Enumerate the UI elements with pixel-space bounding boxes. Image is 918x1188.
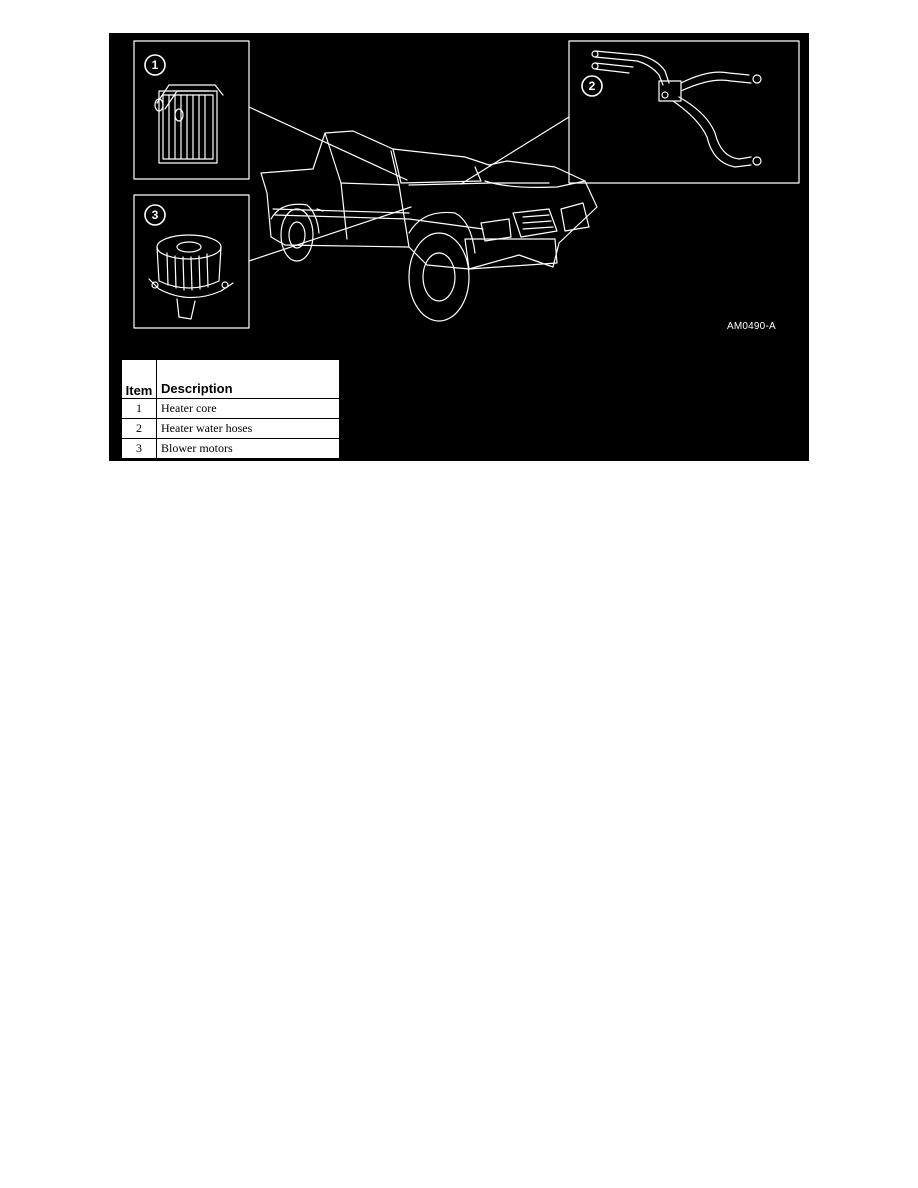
heater-hoses-illustration [592,51,761,167]
legend-item-number: 2 [122,419,157,439]
blower-motor-illustration [149,235,233,319]
legend-item-description: Heater core [157,399,340,419]
table-row [122,419,340,439]
callout-number-3: 3 [151,208,159,222]
pickup-truck-illustration [261,131,597,321]
legend-header-row [122,360,340,399]
table-row [122,399,340,419]
legend-table [121,359,340,459]
legend-item-description: Heater water hoses [157,419,340,439]
legend-item-description: Blower motors [157,439,340,459]
heater-core-illustration [155,85,223,163]
leader-line-2 [461,117,569,184]
inset-panel-heater-hoses [569,41,799,183]
callout-number-1: 1 [151,58,159,72]
table-row [122,439,340,459]
callout-number-2: 2 [588,79,596,93]
component-location-figure [109,33,809,461]
figure-reference-code: AM0490-A [727,321,776,332]
legend-item-number: 3 [122,439,157,459]
legend-item-number: 1 [122,399,157,419]
legend-header-description: Description [157,360,340,399]
legend-header-item: Item [122,360,157,399]
